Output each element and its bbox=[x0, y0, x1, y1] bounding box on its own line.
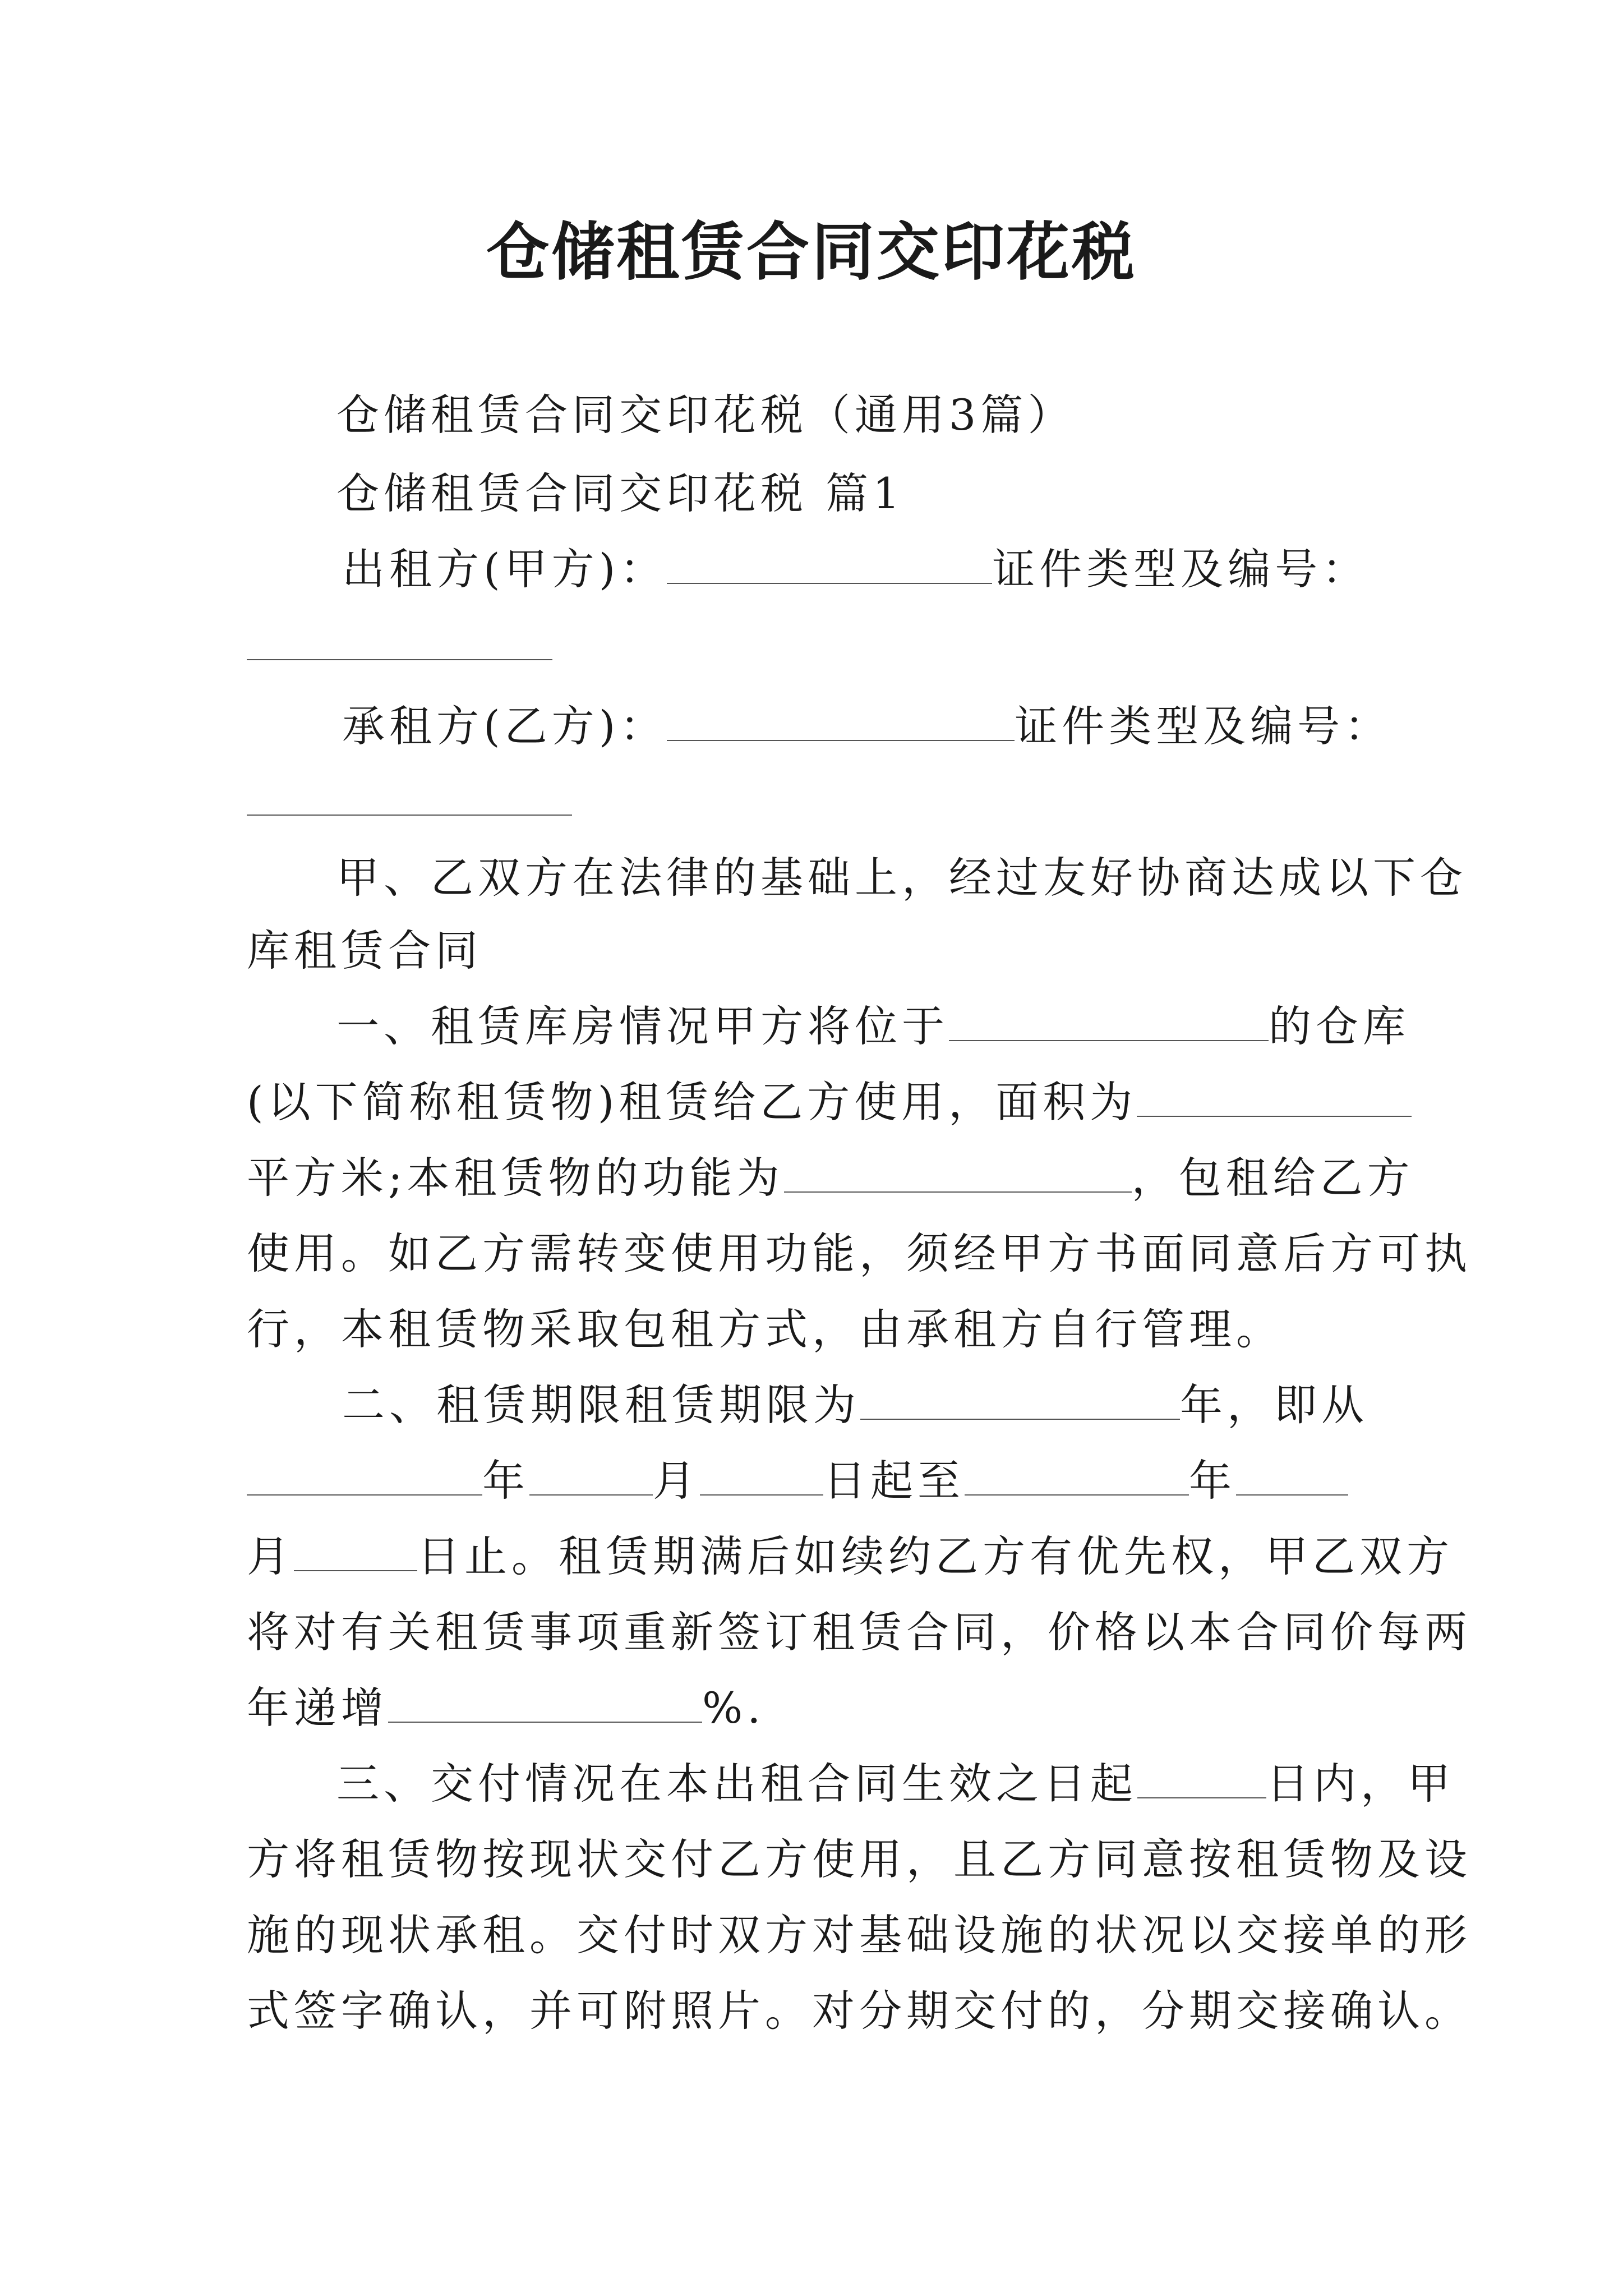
clause3-line-4: 式签字确认，并可附照片。对分期交付的，分期交接确认。 bbox=[247, 1986, 1472, 2036]
end-month-blank-a[interactable] bbox=[1236, 1462, 1348, 1496]
clause3-line-3: 施的现状承租。交付时双方对基础设施的状况以交接单的形 bbox=[247, 1910, 1472, 1960]
clause1-line-3 bbox=[247, 1150, 1414, 1206]
function-blank[interactable] bbox=[784, 1159, 1132, 1193]
end-day-blank[interactable] bbox=[294, 1538, 417, 1571]
clause3-text-b: 日内，甲 bbox=[1266, 1759, 1455, 1809]
clause1-line-2 bbox=[247, 1074, 1412, 1130]
increase-rate-blank[interactable] bbox=[388, 1689, 702, 1723]
lessor-id-label: 证件类型及编号： bbox=[992, 544, 1370, 594]
lessee-blank[interactable] bbox=[667, 707, 1015, 741]
percent-sign: %. bbox=[702, 1683, 766, 1733]
year-label-2: 年 bbox=[1189, 1456, 1236, 1506]
lessee-id-blank[interactable] bbox=[247, 815, 572, 816]
clause1-line-4: 使用。如乙方需转变使用功能，须经甲方书面同意后方可执 bbox=[247, 1228, 1472, 1278]
start-month-blank[interactable] bbox=[529, 1462, 653, 1496]
start-year-blank[interactable] bbox=[247, 1462, 482, 1496]
section-heading: 仓储租赁合同交印花税 篇1 bbox=[336, 468, 905, 518]
lessor-blank[interactable] bbox=[667, 550, 992, 584]
lease-term-blank[interactable] bbox=[860, 1386, 1180, 1420]
clause2-line3-text: 日止。租赁期满后如续约乙方有优先权，甲乙双方 bbox=[417, 1531, 1454, 1581]
warehouse-location-blank[interactable] bbox=[949, 1007, 1269, 1041]
clause3-text-a: 三、交付情况在本出租合同生效之日起 bbox=[336, 1759, 1137, 1809]
lessor-id-blank[interactable] bbox=[247, 659, 552, 660]
clause1-line3-text-b: ，包租给乙方 bbox=[1131, 1153, 1414, 1203]
clause3-line-2: 方将租赁物按现状交付乙方使用，且乙方同意按租赁物及设 bbox=[247, 1834, 1472, 1884]
area-blank[interactable] bbox=[1137, 1083, 1412, 1117]
delivery-days-blank[interactable] bbox=[1137, 1765, 1266, 1798]
intro-line-2: 库租赁合同 bbox=[247, 926, 482, 976]
clause2-line-5 bbox=[247, 1680, 765, 1736]
clause2-line-3 bbox=[247, 1529, 1454, 1585]
start-day-blank[interactable] bbox=[700, 1462, 823, 1496]
month-label-2: 月 bbox=[247, 1531, 294, 1581]
lessor-label: 出租方(甲方)： bbox=[342, 544, 667, 594]
clause2-line-2 bbox=[247, 1453, 1348, 1509]
lessee-label: 承租方(乙方)： bbox=[342, 701, 667, 751]
year-label: 年 bbox=[482, 1456, 529, 1506]
clause2-text-b: 年，即从 bbox=[1180, 1380, 1368, 1430]
increase-label: 年递增 bbox=[247, 1683, 388, 1733]
clause2-line-4: 将对有关租赁事项重新签订租赁合同，价格以本合同价每两 bbox=[247, 1607, 1472, 1657]
lessor-line bbox=[342, 541, 1369, 597]
clause2-text-a: 二、租赁期限租赁期限为 bbox=[342, 1380, 860, 1430]
intro-line-1: 甲、乙双方在法律的基础上，经过友好协商达成以下仓 bbox=[336, 853, 1467, 903]
lessee-id-label: 证件类型及编号： bbox=[1015, 701, 1392, 751]
document-subtitle: 仓储租赁合同交印花税（通用3篇） bbox=[336, 390, 1075, 440]
clause1-line-5: 行，本租赁物采取包租方式，由承租方自行管理。 bbox=[247, 1304, 1283, 1354]
document-title: 仓储租赁合同交印花税 bbox=[486, 215, 1137, 289]
clause2-line-1 bbox=[342, 1377, 1368, 1433]
clause1-text-a: 一、租赁库房情况甲方将位于 bbox=[336, 1001, 949, 1051]
clause1-line2-text: (以下简称租赁物)租赁给乙方使用，面积为 bbox=[247, 1077, 1137, 1127]
clause1-line-1 bbox=[336, 999, 1410, 1055]
month-label: 月 bbox=[653, 1456, 700, 1506]
clause3-line-1 bbox=[336, 1756, 1455, 1812]
end-year-blank[interactable] bbox=[965, 1462, 1189, 1496]
day-from-label: 日起至 bbox=[823, 1456, 965, 1506]
lessee-line bbox=[342, 698, 1391, 754]
clause1-line3-text-a: 平方米;本租赁物的功能为 bbox=[247, 1153, 784, 1203]
clause1-text-b: 的仓库 bbox=[1269, 1001, 1410, 1051]
